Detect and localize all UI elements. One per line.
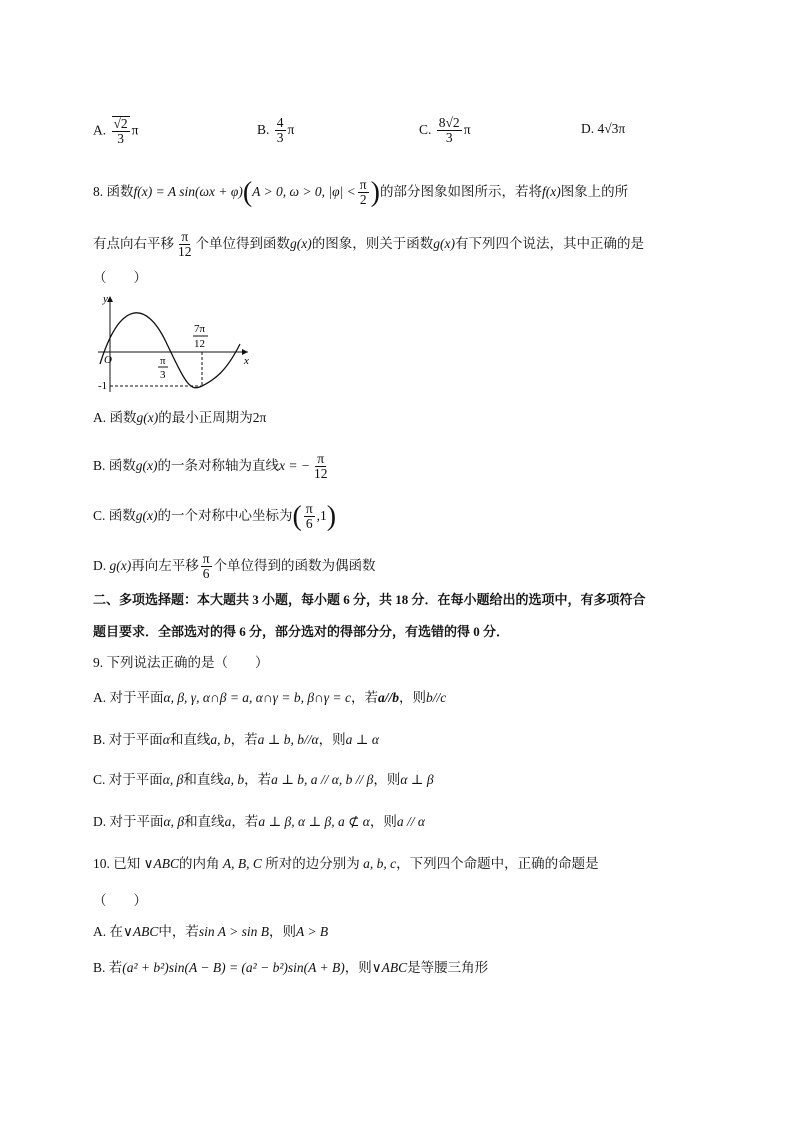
denominator: 12 (178, 244, 192, 260)
math: a, b (223, 772, 245, 787)
text: 的一条对称轴为直线 (157, 457, 279, 473)
option-letter: A. (93, 410, 107, 425)
numerator: π (202, 551, 210, 566)
q9-option-a (93, 690, 446, 706)
text: 个单位得到函数 (195, 235, 290, 251)
text: D. 对于平面 (93, 814, 164, 829)
origin-label: O (104, 354, 112, 366)
y-axis-arrow (107, 296, 113, 302)
function-expr: g(x) (433, 235, 455, 251)
equation: x = − (279, 457, 310, 473)
denominator: 6 (305, 516, 313, 532)
q8-option-a (93, 410, 266, 426)
fraction (112, 116, 130, 146)
denominator: 3 (445, 130, 453, 146)
numerator: π (305, 501, 313, 517)
section2-heading-line1: 二、多项选择题：本大题共 3 小题，每小题 6 分，共 18 分．在每小题给出的选项中，有多项符合 (93, 592, 646, 607)
q10-option-a (93, 924, 328, 940)
denominator: 6 (202, 566, 210, 582)
math: a ⊥ b, b//α (257, 732, 319, 747)
function-expr: f(x) = A sin(ωx + φ) (133, 183, 243, 199)
function-expr: g(x) (136, 410, 159, 425)
text: 个单位得到的函数为偶函数 (213, 557, 376, 573)
math: A > B (296, 924, 329, 939)
option-letter: B. (93, 457, 106, 473)
fraction (312, 452, 330, 481)
math: α ⊥ β (400, 772, 434, 787)
q8-option-b (93, 452, 331, 481)
q8-option-c (93, 500, 336, 534)
text: ，若 (350, 690, 378, 705)
left-paren: ( (242, 177, 253, 208)
text: ，则 (369, 814, 397, 829)
math: a ⊥ β, α ⊥ β, a ⊄ α (258, 814, 370, 829)
text: 函数 (106, 183, 134, 199)
text: ，则 (398, 690, 426, 705)
q7-option-d (581, 121, 625, 137)
text: 和直线 (183, 772, 224, 787)
text: ，则 (344, 960, 372, 975)
option-letter: B. (257, 121, 270, 137)
q8-stem-line2 (93, 230, 644, 259)
left-paren: ( (292, 501, 302, 532)
function-expr: f(x) (541, 183, 561, 199)
value: 2π (252, 410, 267, 425)
fraction (176, 230, 194, 259)
math: sin A > sin B (198, 924, 270, 939)
text: ，若 (231, 814, 259, 829)
fraction (304, 502, 315, 531)
text: ，下列四个命题中，正确的命题是 (396, 856, 599, 871)
text: 图象上的所 (560, 183, 629, 199)
q9-stem: 9. 下列说法正确的是（ ） (93, 655, 269, 670)
math: α, β, γ, α∩β = a, α∩γ = b, β∩γ = c (163, 690, 351, 705)
math: a, b, c (363, 856, 397, 871)
function-expr: g(x) (109, 557, 132, 573)
text: B. 对于平面 (93, 732, 163, 747)
text: A. 对于平面 (93, 690, 164, 705)
option-letter: A. (93, 122, 107, 138)
numerator: 4 (276, 115, 284, 130)
function-expr: g(x) (135, 507, 158, 523)
math: α, β (162, 772, 184, 787)
text: 是等腰三角形 (407, 960, 489, 975)
math: (a² + b²)sin(A − B) = (a² − b²)sin(A + B) (122, 960, 345, 975)
numerator: π (317, 451, 325, 466)
coord-tail: ,1 (316, 507, 327, 523)
q8-option-d (93, 552, 376, 581)
option-letter: C. (419, 121, 432, 137)
q10-blank: （ ） (93, 893, 147, 908)
option-letter: D. (581, 121, 595, 136)
function-expr: g(x) (135, 457, 158, 473)
text: 有点向右平移 (93, 235, 174, 251)
function-expr: g(x) (290, 235, 312, 251)
text: 的最小正周期为 (158, 410, 253, 425)
min-label: -1 (98, 380, 108, 392)
text: ，若 (244, 772, 272, 787)
option-value: 4√3π (597, 121, 626, 136)
math: b//c (425, 690, 447, 705)
pi-symbol: π (463, 121, 471, 137)
math: a, b (210, 732, 231, 747)
y-label: y (103, 293, 108, 305)
denominator: 12 (313, 466, 328, 482)
q9-option-d (93, 814, 425, 830)
math: a // α (396, 814, 425, 829)
text: ，则 (269, 924, 297, 939)
sine-graph (98, 292, 258, 392)
fraction (437, 116, 462, 145)
tick-7pi12-den: 12 (194, 338, 205, 350)
right-paren: ) (326, 501, 337, 532)
fraction (201, 552, 212, 581)
denominator: 3 (276, 130, 284, 146)
text: 和直线 (169, 732, 211, 747)
math: ∨ABC (371, 960, 408, 975)
option-letter: C. (93, 507, 106, 523)
text: 函数 (108, 507, 136, 523)
q7-option-b (257, 116, 294, 145)
text: ，则 (373, 772, 401, 787)
text: 的内角 (179, 856, 220, 871)
pi-symbol: π (131, 122, 139, 138)
text: 函数 (108, 457, 136, 473)
numerator: π (359, 177, 367, 193)
fraction (358, 178, 369, 207)
q7-option-a (93, 116, 139, 146)
math: α (162, 732, 170, 747)
math: ∨ABC (123, 924, 159, 939)
text: C. 对于平面 (93, 772, 163, 787)
numerator: π (181, 229, 189, 244)
denominator: 2 (359, 192, 367, 208)
text: 的部分图象如图所示，若将 (379, 183, 542, 199)
text: 再向左平移 (131, 557, 199, 573)
denominator: 3 (117, 131, 124, 147)
condition: A > 0, ω > 0, |φ| < (252, 183, 356, 199)
text: 中，若 (158, 924, 199, 939)
sine-curve (100, 313, 240, 388)
text: 的图象，则关于函数 (311, 235, 434, 251)
text: 有下列四个说法，其中正确的是 (454, 235, 644, 251)
fraction (275, 116, 286, 145)
tick-7pi12-num: 7π (194, 323, 206, 335)
math: A, B, C (222, 856, 262, 871)
q8-blank: （ ） (93, 270, 147, 285)
math: ∨ABC (143, 856, 180, 871)
tick-pi3-den: 3 (160, 369, 166, 381)
question-number: 8. (93, 183, 104, 199)
option-letter: D. (93, 557, 107, 573)
q8-stem-line1 (93, 176, 628, 210)
section2-heading-line2: 题目要求．全部选对的得 6 分，部分选对的得部分分，有选错的得 0 分． (93, 624, 510, 639)
math: a ⊥ α (345, 732, 379, 747)
text: 函数 (109, 410, 137, 425)
math: a//b (377, 690, 399, 705)
x-label: x (244, 355, 249, 367)
text: 10. 已知 (93, 856, 141, 871)
q9-option-b (93, 732, 379, 748)
text: 的一个对称中心坐标为 (157, 507, 293, 523)
text: ，若 (230, 732, 258, 747)
tick-pi3-num: π (160, 355, 166, 367)
text: 和直线 (184, 814, 225, 829)
text: A. 在 (93, 924, 123, 939)
numerator: 8√2 (438, 115, 460, 130)
right-paren: ) (370, 177, 380, 208)
math: α, β (163, 814, 185, 829)
q10-stem (93, 856, 599, 872)
q7-option-c (419, 116, 471, 145)
math: a (224, 814, 232, 829)
numerator: √2 (113, 116, 128, 131)
q10-option-b (93, 960, 488, 976)
text: B. 若 (93, 960, 123, 975)
math: a ⊥ b, a // α, b // β (271, 772, 374, 787)
q9-option-c (93, 772, 434, 788)
text: 所对的边分别为 (265, 856, 360, 871)
text: ，则 (318, 732, 346, 747)
pi-symbol: π (287, 121, 295, 137)
